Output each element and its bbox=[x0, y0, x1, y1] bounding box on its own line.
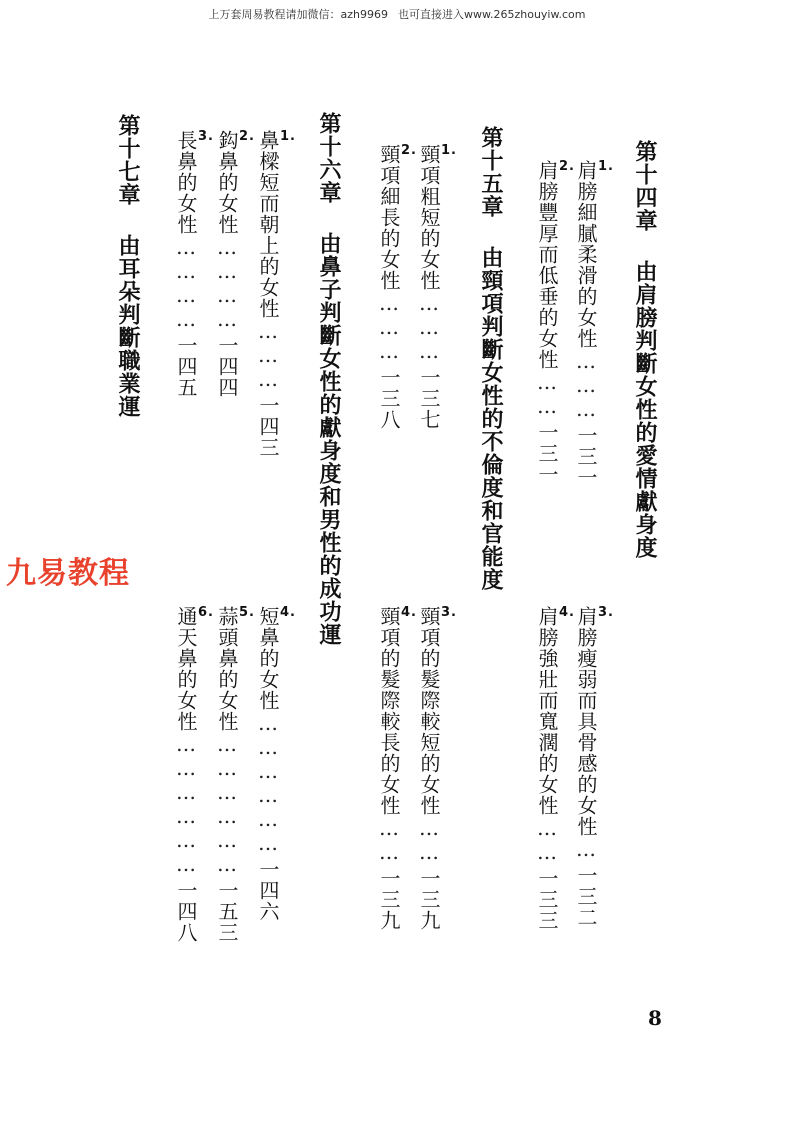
entry-text: 鼻樑短而朝上的女性 bbox=[256, 130, 280, 319]
chapter-14-label: 第十四章 bbox=[632, 140, 658, 232]
entry-page: 一四四 bbox=[215, 335, 239, 398]
entry-page: 一四六 bbox=[256, 859, 280, 922]
entry-leader: ……… bbox=[256, 319, 280, 391]
toc-entry[interactable] bbox=[419, 144, 459, 430]
toc-entry[interactable] bbox=[419, 606, 459, 931]
entry-number: 4. bbox=[280, 605, 296, 620]
entry-page: 一三九 bbox=[377, 868, 401, 931]
chapter-17-label: 第十七章 bbox=[115, 114, 141, 206]
entry-page: 一三七 bbox=[417, 367, 441, 430]
entry-page: 一四三 bbox=[256, 395, 280, 458]
entry-number: 5. bbox=[239, 605, 255, 620]
entry-text: 肩膀豐厚而低垂的女性 bbox=[535, 160, 559, 370]
chapter-15-heading bbox=[480, 126, 502, 591]
entry-page: 一三二 bbox=[574, 865, 598, 928]
entry-page: 一三八 bbox=[377, 367, 401, 430]
entry-number: 2. bbox=[401, 143, 417, 158]
entry-number: 3. bbox=[598, 605, 614, 620]
entry-page: 一三一 bbox=[574, 425, 598, 488]
entry-number: 1. bbox=[598, 159, 614, 174]
entry-number: 2. bbox=[559, 159, 575, 174]
entry-number: 2. bbox=[239, 129, 255, 144]
toc-entry[interactable] bbox=[176, 130, 216, 398]
entry-text: 頸項細長的女性 bbox=[377, 144, 401, 291]
entry-leader: ……………… bbox=[256, 711, 280, 855]
chapter-14-title: 由肩膀判斷女性的愛情獻身度 bbox=[632, 260, 658, 559]
entry-leader: ……… bbox=[377, 291, 401, 363]
toc-entry[interactable] bbox=[537, 606, 577, 931]
chapter-15-title: 由頸項判斷女性的不倫度和官能度 bbox=[478, 246, 504, 591]
entry-text: 頸項粗短的女性 bbox=[417, 144, 441, 291]
entry-text: 鈎鼻的女性 bbox=[215, 130, 239, 235]
chapter-16-heading bbox=[318, 112, 340, 646]
entry-leader: …… bbox=[417, 816, 441, 864]
chapter-17-heading bbox=[117, 114, 139, 418]
entry-text: 肩膀強壯而寬濶的女性 bbox=[535, 606, 559, 816]
entry-leader: …… bbox=[535, 816, 559, 864]
toc-entry[interactable] bbox=[217, 130, 257, 398]
entry-leader: ……………… bbox=[174, 732, 198, 876]
promo-header-left: 上万套周易教程请加微信：azh9969 bbox=[208, 8, 388, 21]
promo-header-right: 也可直接进入www.265zhouyiw.com bbox=[398, 8, 586, 21]
chapter-16-label: 第十六章 bbox=[316, 112, 342, 204]
toc-entry[interactable] bbox=[576, 160, 616, 488]
toc-entry[interactable] bbox=[176, 606, 216, 943]
entry-page: 一五三 bbox=[215, 880, 239, 943]
entry-page: 一三三 bbox=[535, 868, 559, 931]
entry-page: 一三一 bbox=[535, 422, 559, 485]
entry-number: 6. bbox=[198, 605, 214, 620]
entry-text: 短鼻的女性 bbox=[256, 606, 280, 711]
page-number: 8 bbox=[648, 1006, 662, 1030]
entry-page: 一四八 bbox=[174, 880, 198, 943]
entry-text: 頸項的髮際較短的女性 bbox=[417, 606, 441, 816]
entry-text: 長鼻的女性 bbox=[174, 130, 198, 235]
toc-entry[interactable] bbox=[258, 606, 298, 922]
entry-number: 1. bbox=[441, 143, 457, 158]
chapter-14-heading bbox=[634, 140, 656, 559]
entry-leader: ………… bbox=[174, 235, 198, 331]
entry-leader: ……………… bbox=[215, 732, 239, 876]
entry-leader: ……… bbox=[574, 349, 598, 421]
entry-text: 肩膀細膩柔滑的女性 bbox=[574, 160, 598, 349]
entry-number: 3. bbox=[441, 605, 457, 620]
entry-text: 肩膀瘦弱而具骨感的女性 bbox=[574, 606, 598, 837]
chapter-15-label: 第十五章 bbox=[478, 126, 504, 218]
toc-entry[interactable] bbox=[537, 160, 577, 485]
entry-leader: …… bbox=[535, 370, 559, 418]
entry-leader: ……… bbox=[417, 291, 441, 363]
chapter-16-title: 由鼻子判斷女性的獻身度和男性的成功運 bbox=[316, 232, 342, 646]
entry-number: 4. bbox=[559, 605, 575, 620]
entry-number: 3. bbox=[198, 129, 214, 144]
toc-entry[interactable] bbox=[217, 606, 257, 943]
toc-entry[interactable] bbox=[379, 606, 419, 931]
promo-header bbox=[0, 6, 794, 22]
toc-entry[interactable] bbox=[258, 130, 298, 458]
entry-page: 一四五 bbox=[174, 335, 198, 398]
entry-leader: … bbox=[574, 837, 598, 861]
chapter-17-title: 由耳朵判斷職業運 bbox=[115, 234, 141, 418]
entry-number: 4. bbox=[401, 605, 417, 620]
entry-leader: …… bbox=[377, 816, 401, 864]
entry-leader: ………… bbox=[215, 235, 239, 331]
entry-number: 1. bbox=[280, 129, 296, 144]
toc-entry[interactable] bbox=[576, 606, 616, 928]
entry-text: 通天鼻的女性 bbox=[174, 606, 198, 732]
entry-page: 一三九 bbox=[417, 868, 441, 931]
entry-text: 頸項的髮際較長的女性 bbox=[377, 606, 401, 816]
toc-entry[interactable] bbox=[379, 144, 419, 430]
watermark-logo: 九易教程 bbox=[6, 556, 130, 591]
entry-text: 蒜頭鼻的女性 bbox=[215, 606, 239, 732]
